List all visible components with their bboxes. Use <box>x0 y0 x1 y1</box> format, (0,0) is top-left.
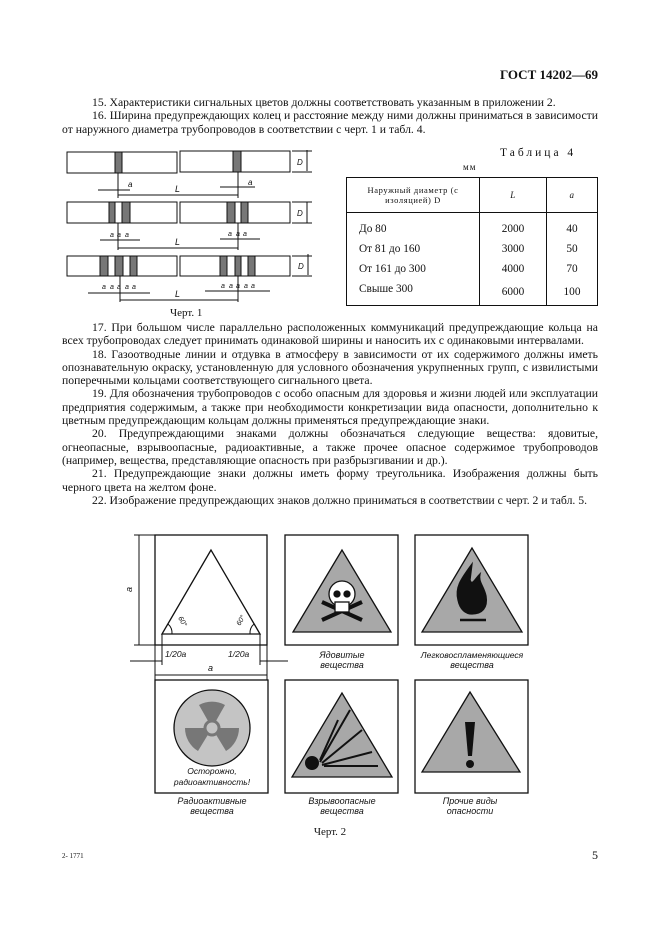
print-code: 2- 1771 <box>62 852 84 860</box>
svg-text:L: L <box>175 237 181 247</box>
paragraph-18: 18. Газоотводные линии и отдувка в атмосферу в зависимости от их содержимого должны иметь опознавательную окраску, установленную для условного обозначения укрупненных групп, с извилистыми поперечными кольцами соответствующего сигнального цвета. <box>62 347 598 388</box>
svg-text:a: a <box>117 232 121 239</box>
pipe-row-2 <box>67 202 312 250</box>
svg-text:a: a <box>110 232 114 239</box>
svg-text:a: a <box>102 284 106 291</box>
table-4 <box>346 177 598 306</box>
header-L: L <box>480 178 547 213</box>
svg-text:L: L <box>175 289 181 299</box>
figure-2 <box>110 530 540 840</box>
svg-text:60°: 60° <box>235 614 248 627</box>
table-row: От 81 до 160 3000 50 <box>347 239 598 259</box>
table-row: Свыше 300 6000 100 <box>347 279 598 306</box>
paragraph-15: 15. Характеристики сигнальных цветов должны соответствовать указанным в приложении 2. <box>92 96 556 109</box>
paragraph-20: 20. Предупреждающими знаками должны обозначаться следующие вещества: ядовитые, огнеопасные, взрывоопасные, радиоактивные, а также прочее опасное содержимое трубопроводов (например, вещества, представляющие опасность при разбрызгивании и др.). <box>62 427 598 467</box>
paragraphs-top <box>62 96 598 136</box>
svg-text:вещества: вещества <box>320 806 364 816</box>
svg-text:D: D <box>297 209 303 218</box>
svg-text:a: a <box>110 284 114 291</box>
svg-text:1/20a: 1/20a <box>165 649 187 659</box>
svg-text:a: a <box>125 232 129 239</box>
document-header: ГОСТ 14202—69 <box>499 67 598 82</box>
sign-explosive <box>285 680 398 816</box>
svg-text:a: a <box>125 284 129 291</box>
svg-text:вещества: вещества <box>450 660 494 670</box>
paragraph-17: 17. При большом числе параллельно расположенных коммуникаций предупреждающие кольца на всех трубопроводах следует принимать одинаковой ширины и наносить их с одинаковыми интервалами. <box>62 321 598 348</box>
svg-text:a: a <box>236 231 240 238</box>
svg-text:a: a <box>229 283 233 290</box>
sign-radioactive <box>155 680 268 816</box>
svg-text:a: a <box>132 284 136 291</box>
table-4-unit: мм <box>463 162 477 172</box>
svg-text:a: a <box>128 180 133 189</box>
table-row: От 161 до 300 4000 70 <box>347 259 598 279</box>
header-a: a <box>547 178 598 213</box>
figure-1-caption: Черт. 1 <box>170 307 203 319</box>
pipe-row-3 <box>67 254 312 302</box>
svg-text:L: L <box>175 184 181 194</box>
sign-other-danger <box>415 680 528 816</box>
table-4-title: Таблица 4 <box>500 147 577 159</box>
pipe-row-1 <box>67 150 312 198</box>
paragraph-16: 16. Ширина предупреждающих колец и расстояние между ними должны приниматься в зависимости от наружного диаметра трубопроводов в соответствии с черт. 1 и табл. 4. <box>62 109 598 136</box>
svg-text:D: D <box>298 262 304 271</box>
svg-text:Прочие виды: Прочие виды <box>442 796 498 806</box>
svg-text:Ядовитые: Ядовитые <box>319 650 365 660</box>
svg-text:Радиоактивные: Радиоактивные <box>177 796 247 806</box>
svg-text:a: a <box>221 283 225 290</box>
svg-text:опасности: опасности <box>446 806 494 816</box>
svg-text:60°: 60° <box>176 615 188 629</box>
svg-text:Легковоспламеняющиеся: Легковоспламеняющиеся <box>420 650 524 660</box>
table-header-row <box>347 178 598 213</box>
paragraphs-main <box>62 321 598 507</box>
svg-text:Осторожно,: Осторожно, <box>187 766 237 776</box>
svg-text:Взрывоопасные: Взрывоопасные <box>308 796 376 806</box>
svg-text:a: a <box>208 663 214 673</box>
sign-flammable <box>415 535 528 670</box>
svg-text:a: a <box>228 231 232 238</box>
figure-2-caption: Черт. 2 <box>313 826 347 838</box>
svg-text:1/20a: 1/20a <box>228 649 250 659</box>
svg-text:a: a <box>243 231 247 238</box>
svg-text:a: a <box>244 283 248 290</box>
svg-text:a: a <box>124 586 134 592</box>
header-diameter: Наружный диаметр (с изоляцией) D <box>347 178 480 213</box>
svg-text:a: a <box>251 283 255 290</box>
svg-text:D: D <box>297 158 303 167</box>
svg-text:вещества: вещества <box>320 660 364 670</box>
svg-text:a: a <box>248 178 253 187</box>
page-number: 5 <box>592 848 598 862</box>
figure-1 <box>60 140 330 320</box>
paragraph-21: 21. Предупреждающие знаки должны иметь форму треугольника. Изображения должны быть черного цвета на желтом фоне. <box>62 467 598 494</box>
svg-text:вещества: вещества <box>190 806 234 816</box>
sign-poison <box>285 535 398 670</box>
paragraph-19: 19. Для обозначения трубопроводов с особо опасным для здоровья и жизни людей или эксплуатации предприятия содержимым, а также при необходимости конкретизации вида опасности, дополнительно к цветным предупреждающим кольцам должны применяться предупреждающие знаки. <box>62 387 598 428</box>
svg-text:радиоактивность!: радиоактивность! <box>173 777 251 787</box>
table-row: До 80 2000 40 <box>347 213 598 240</box>
sign-dimension-template <box>124 535 288 680</box>
svg-text:a: a <box>236 283 240 290</box>
svg-text:a: a <box>117 284 121 291</box>
paragraph-22: 22. Изображение предупреждающих знаков должно приниматься в соответствии с черт. 2 и табл. 5. <box>92 493 588 507</box>
